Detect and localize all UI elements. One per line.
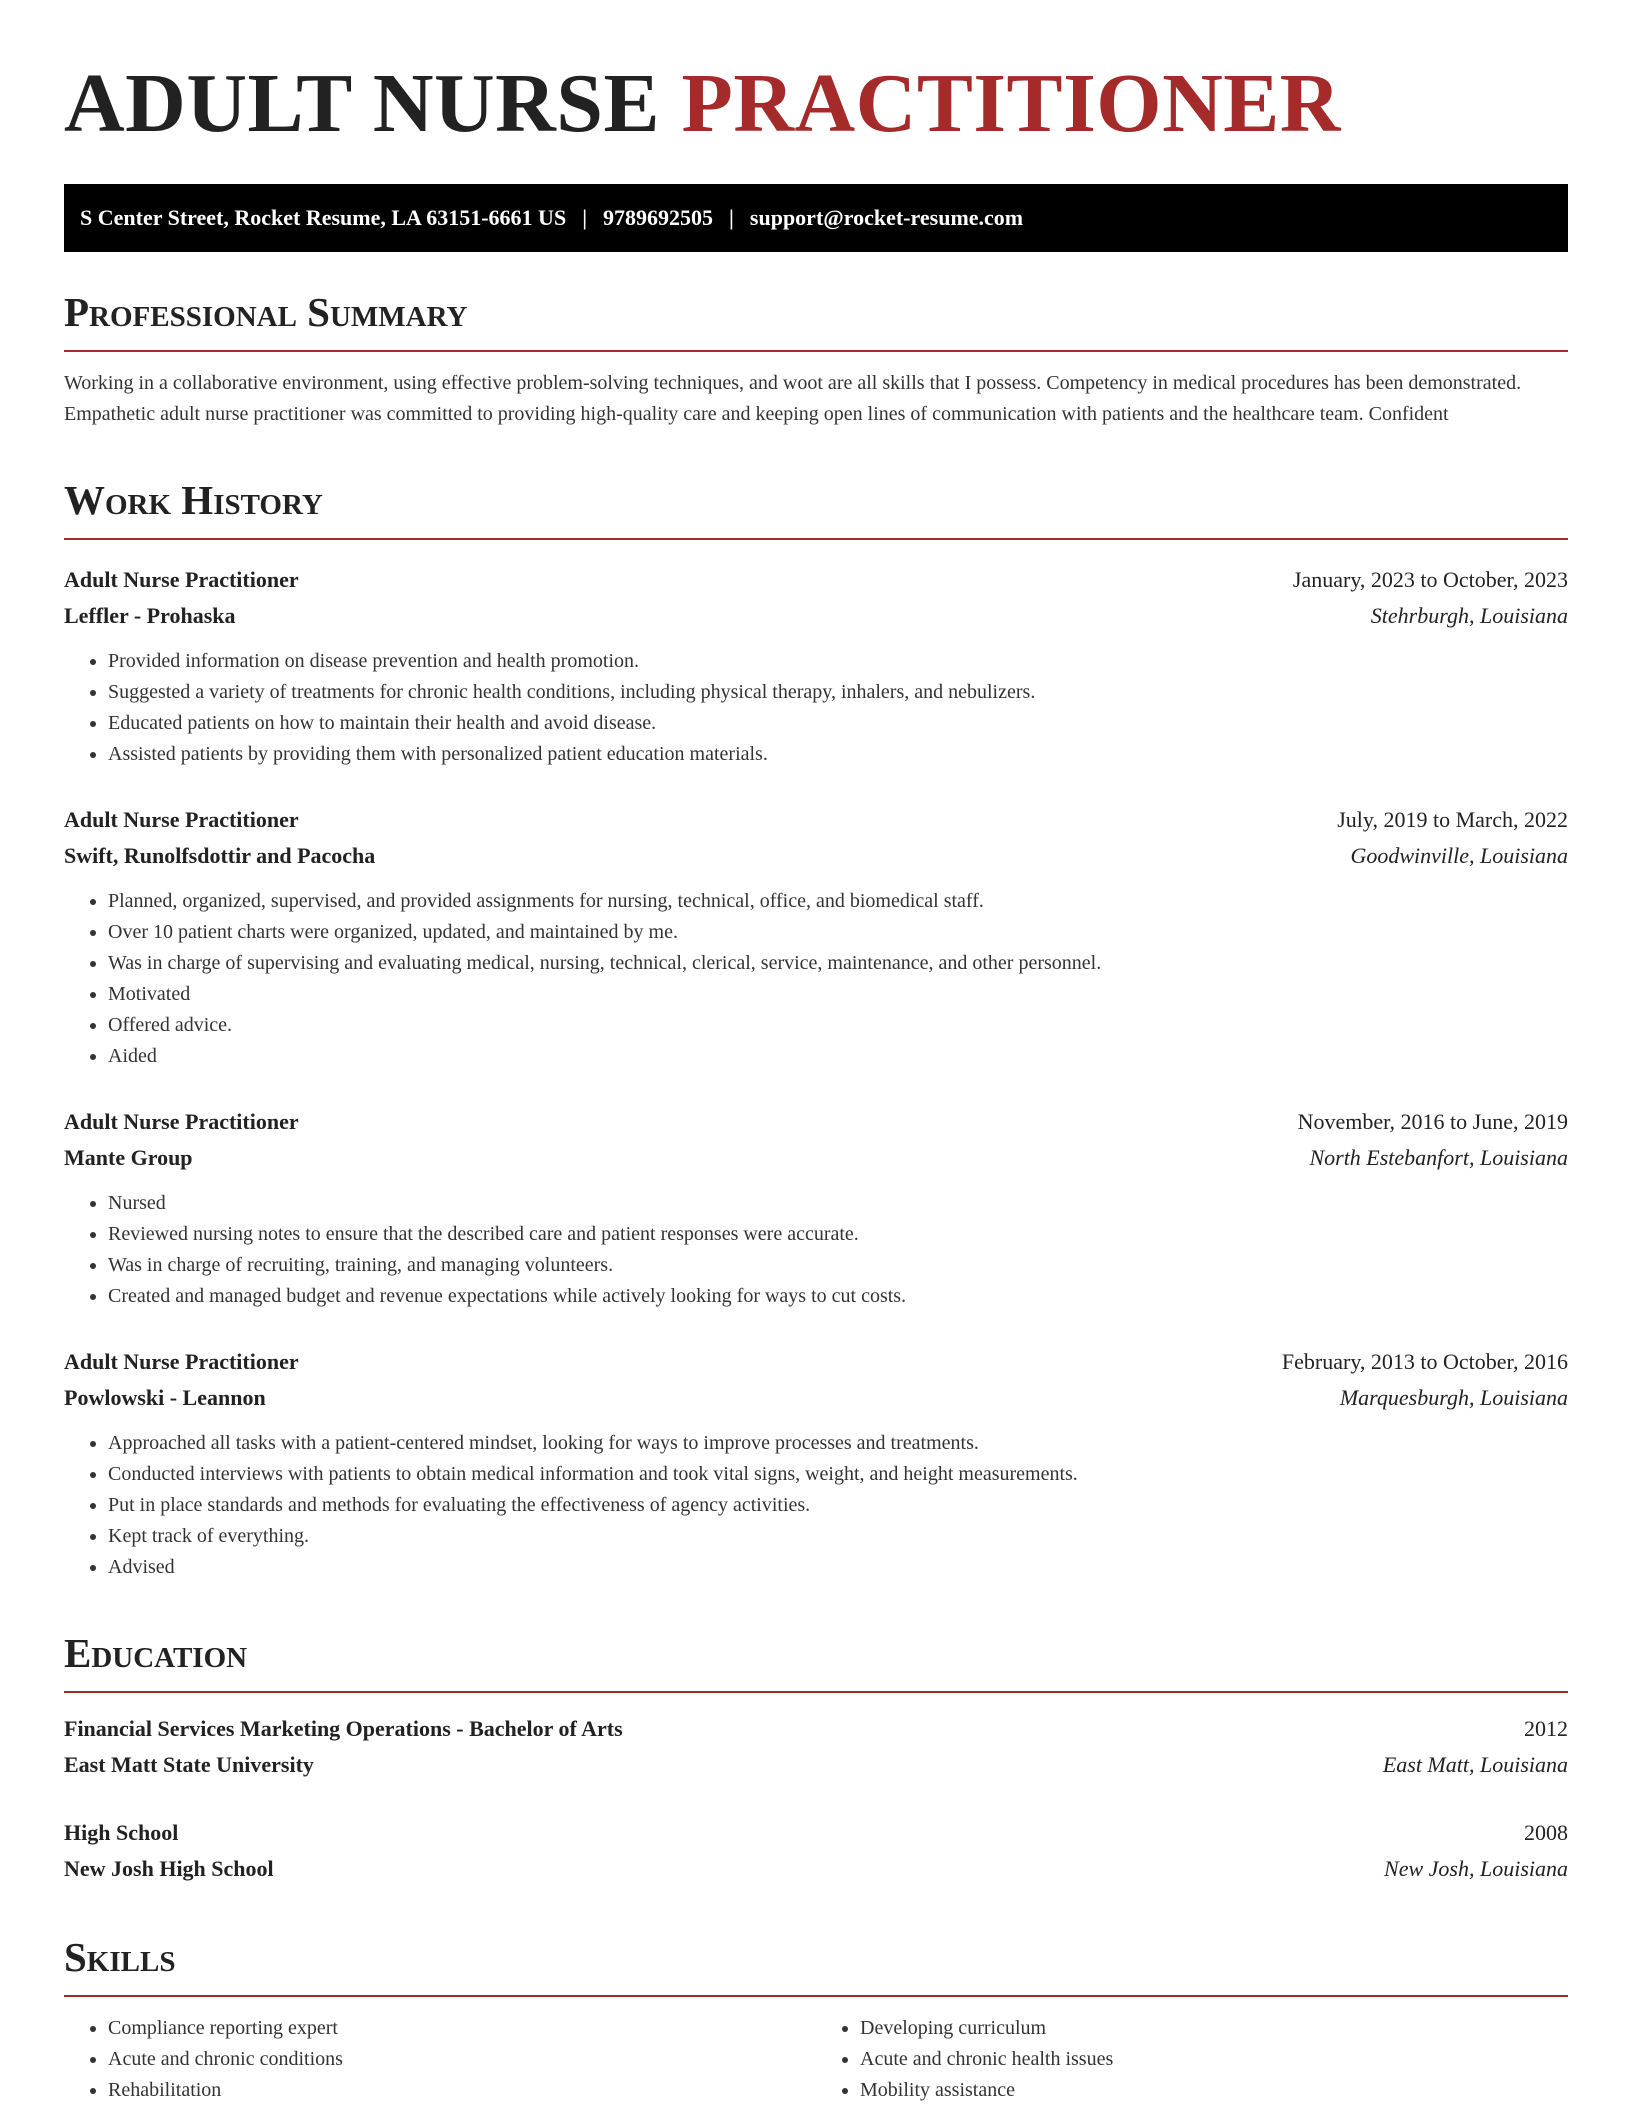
education-heading: Education — [64, 1630, 248, 1676]
job-entry — [64, 802, 1568, 1072]
contact-bar — [64, 184, 1568, 252]
list-item: • Kept track of everything. — [108, 1521, 1568, 1552]
job-location: North Estebanfort, Louisiana — [1309, 1145, 1568, 1170]
summary-text: Working in a collaborative environment, using effective problem-solving techniques, and woot are all skills that I possess. Competency in medical procedures has been demonstrated. Empathetic adult nurse practitioner was committed to providing high-quality care and keeping open lines of communication with patients and the healthcare team. Confident — [64, 372, 1522, 425]
work-history-heading: Work History — [64, 477, 323, 523]
work-history-list — [64, 562, 1568, 1583]
job-header-row — [64, 1344, 1568, 1380]
job-company: Leffler - Prohaska — [64, 603, 236, 628]
list-item: • Assisted patients by providing them with personalized patient education materials. — [108, 739, 1568, 770]
education-list — [64, 1711, 1568, 1887]
contact-address: S Center Street, Rocket Resume, LA 63151-6661 US — [80, 205, 567, 230]
skill-item: • Rehabilitation — [108, 2075, 816, 2106]
job-dates: July, 2019 to March, 2022 — [1337, 807, 1568, 832]
job-dates: January, 2023 to October, 2023 — [1292, 567, 1568, 592]
job-company-row — [64, 1140, 1568, 1176]
section-divider — [64, 1995, 1568, 1997]
job-company-row — [64, 1380, 1568, 1416]
job-bullets — [64, 1188, 1568, 1312]
skill-item: • Developing curriculum — [860, 2013, 1568, 2044]
list-item: • Created and managed budget and revenue expectations while actively looking for ways to cut costs. — [108, 1281, 1568, 1312]
skills-heading: Skills — [64, 1934, 176, 1980]
skills-list — [64, 2013, 1568, 2106]
contact-separator: | — [582, 205, 588, 230]
list-item: • Aided — [108, 1041, 1568, 1072]
name-part1: ADULT NURSE — [64, 57, 661, 150]
job-header-row — [64, 802, 1568, 838]
list-item: • Nursed — [108, 1188, 1568, 1219]
list-item: • Approached all tasks with a patient-centered mindset, looking for ways to improve processes and treatments. — [108, 1428, 1568, 1459]
summary-heading: Professional Summary — [64, 289, 468, 335]
list-item: • Advised — [108, 1552, 1568, 1583]
job-header-row — [64, 1104, 1568, 1140]
job-bullets — [64, 886, 1568, 1072]
job-company: Powlowski - Leannon — [64, 1385, 266, 1410]
list-item: • Educated patients on how to maintain their health and avoid disease. — [108, 708, 1568, 739]
contact-separator: | — [729, 205, 734, 230]
list-item: • Conducted interviews with patients to obtain medical information and took vital signs, weight, and height measurements. — [108, 1459, 1568, 1490]
education-degree-row — [64, 1711, 1568, 1747]
skill-item: • Mobility assistance — [860, 2075, 1568, 2106]
list-item: • Motivated — [108, 979, 1568, 1010]
job-entry — [64, 562, 1568, 770]
education-school-row — [64, 1851, 1568, 1887]
skills-column-left — [64, 2013, 816, 2106]
job-dates: February, 2013 to October, 2016 — [1281, 1349, 1568, 1374]
list-item: • Suggested a variety of treatments for chronic health conditions, including physical therapy, inhalers, and nebulizers. — [108, 677, 1568, 708]
job-location: Goodwinville, Louisiana — [1350, 843, 1568, 868]
education-entry — [64, 1815, 1568, 1887]
education-location: New Josh, Louisiana — [1384, 1856, 1568, 1881]
section-divider — [64, 538, 1568, 540]
job-bullets — [64, 1428, 1568, 1583]
job-location: Marquesburgh, Louisiana — [1339, 1385, 1568, 1410]
education-degree-row — [64, 1815, 1568, 1851]
skills-column-right — [816, 2013, 1568, 2106]
list-item: • Was in charge of recruiting, training, and managing volunteers. — [108, 1250, 1568, 1281]
education-location: East Matt, Louisiana — [1382, 1752, 1568, 1777]
list-item: • Put in place standards and methods for evaluating the effectiveness of agency activities. — [108, 1490, 1568, 1521]
job-company: Swift, Runolfsdottir and Pacocha — [64, 843, 376, 868]
contact-phone: 9789692505 — [603, 205, 714, 230]
list-item: • Over 10 patient charts were organized, updated, and maintained by me. — [108, 917, 1568, 948]
resume-name — [64, 56, 1568, 152]
job-bullets — [64, 646, 1568, 770]
list-item: • Planned, organized, supervised, and provided assignments for nursing, technical, office, and biomedical staff. — [108, 886, 1568, 917]
list-item: • Offered advice. — [108, 1010, 1568, 1041]
job-header-row — [64, 562, 1568, 598]
education-school: New Josh High School — [64, 1856, 274, 1881]
section-divider — [64, 1691, 1568, 1693]
education-degree: High School — [64, 1820, 179, 1845]
job-entry — [64, 1344, 1568, 1583]
job-company-row — [64, 598, 1568, 634]
job-dates: November, 2016 to June, 2019 — [1297, 1109, 1568, 1134]
job-entry — [64, 1104, 1568, 1312]
section-divider — [64, 350, 1568, 352]
name-part2: PRACTITIONER — [681, 57, 1341, 150]
skill-item: • Compliance reporting expert — [108, 2013, 816, 2044]
list-item: • Was in charge of supervising and evaluating medical, nursing, technical, clerical, service, maintenance, and other personnel. — [108, 948, 1568, 979]
list-item: • Reviewed nursing notes to ensure that the described care and patient responses were accurate. — [108, 1219, 1568, 1250]
job-company: Mante Group — [64, 1145, 193, 1170]
education-entry — [64, 1711, 1568, 1783]
job-company-row — [64, 838, 1568, 874]
education-school-row — [64, 1747, 1568, 1783]
education-year: 2012 — [1524, 1716, 1568, 1741]
contact-email: support@rocket-resume.com — [749, 205, 1024, 230]
skill-item: • Acute and chronic health issues — [860, 2044, 1568, 2075]
job-title: Adult Nurse Practitioner — [64, 1349, 299, 1374]
skill-item: • Acute and chronic conditions — [108, 2044, 816, 2075]
job-title: Adult Nurse Practitioner — [64, 567, 299, 592]
list-item: • Provided information on disease prevention and health promotion. — [108, 646, 1568, 677]
job-location: Stehrburgh, Louisiana — [1370, 603, 1568, 628]
education-year: 2008 — [1524, 1820, 1568, 1845]
job-title: Adult Nurse Practitioner — [64, 807, 299, 832]
education-school: East Matt State University — [64, 1752, 314, 1777]
job-title: Adult Nurse Practitioner — [64, 1109, 299, 1134]
education-degree: Financial Services Marketing Operations - Bachelor of Arts — [64, 1716, 623, 1741]
